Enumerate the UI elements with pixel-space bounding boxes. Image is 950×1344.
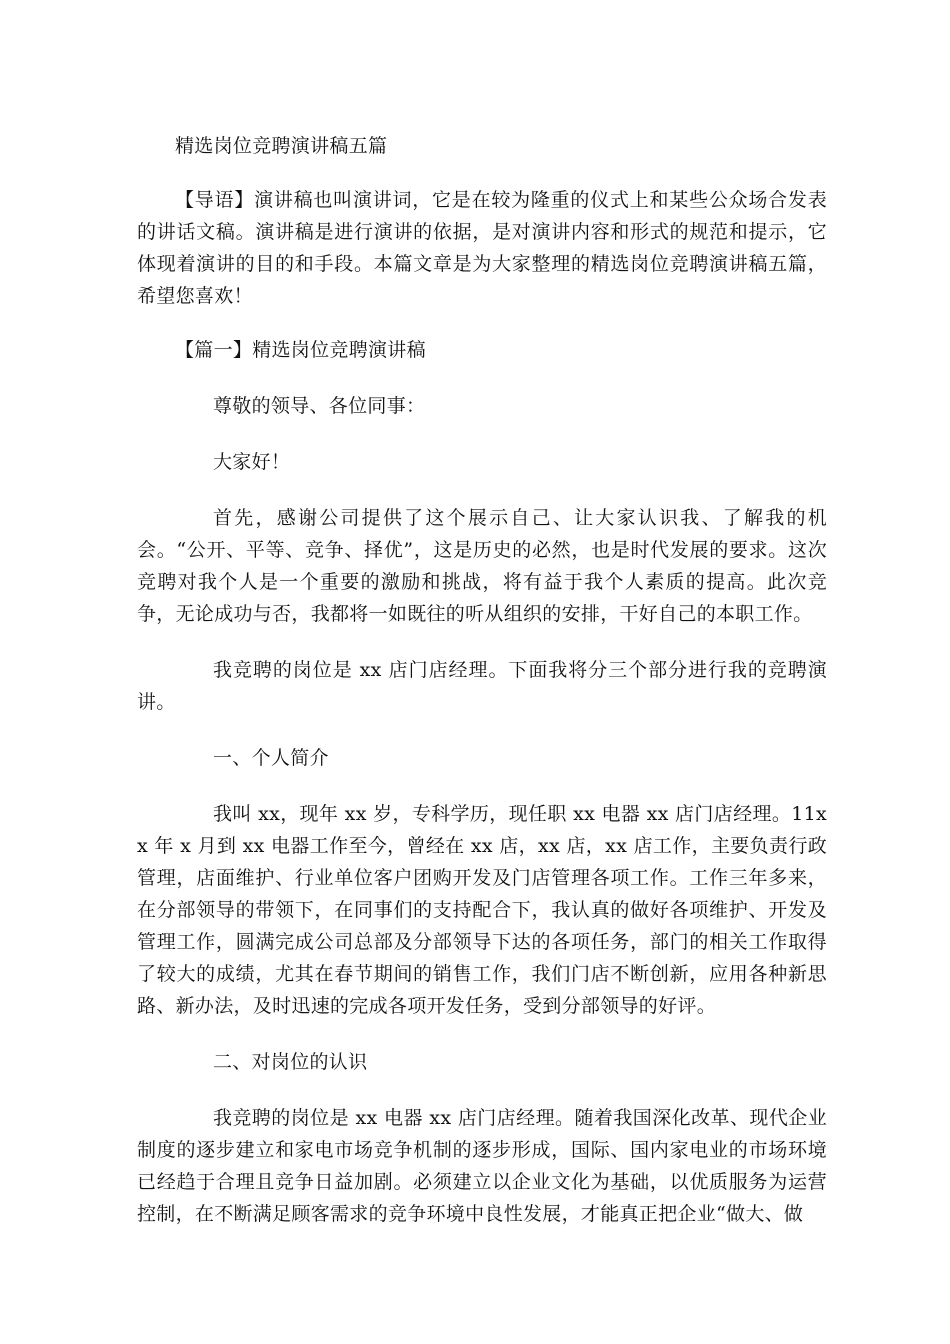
understanding-heading: 二、对岗位的认识	[213, 1051, 368, 1073]
section-heading: 【篇一】精选岗位竞聘演讲稿	[175, 339, 426, 361]
document-title: 精选岗位竞聘演讲稿五篇	[175, 135, 388, 157]
profile-heading: 一、个人简介	[213, 747, 329, 769]
intro-paragraph: 【导语】演讲稿也叫演讲词，它是在较为隆重的仪式上和某些公众场合发表的讲话文稿。演讲稿是进行演讲的依据，是对演讲内容和形式的规范和提示，它体现着演讲的目的和手段。本篇文章是为大家整理的精选岗位竞聘演讲稿五篇，希望您喜欢！	[137, 189, 827, 307]
salutation: 尊敬的领导、各位同事：	[213, 395, 426, 417]
document-body	[137, 130, 827, 1230]
position-paragraph: 我竞聘的岗位是 xx 店门店经理。下面我将分三个部分进行我的竞聘演讲。	[137, 659, 827, 713]
greeting: 大家好！	[213, 451, 291, 473]
profile-paragraph: 我叫 xx，现年 xx 岁，专科学历，现任职 xx 电器 xx 店门店经理。11xx 年 x 月到 xx 电器工作至今，曾经在 xx 店，xx 店，xx 店工作，主要负责行政管理，店面维护、行业单位客户团购开发及门店管理各项工作。工作三年多来，在分部领导的带领下，在同事们的支持配合下，我认真的做好各项维护、开发及管理工作，圆满完成公司总部及分部领导下达的各项任务，部门的相关工作取得了较大的成绩，尤其在春节期间的销售工作，我们门店不断创新，应用各种新思路、新办法，及时迅速的完成各项开发任务，受到分部领导的好评。	[137, 803, 827, 1017]
understanding-paragraph: 我竞聘的岗位是 xx 电器 xx 店门店经理。随着我国深化改革、现代企业制度的逐步建立和家电市场竞争机制的逐步形成，国际、国内家电业的市场环境已经趋于合理且竞争日益加剧。必须建立以企业文化为基础，以优质服务为运营控制，在不断满足顾客需求的竞争环境中良性发展，才能真正把企业“做大、做	[137, 1107, 827, 1225]
opening-paragraph: 首先，感谢公司提供了这个展示自己、让大家认识我、了解我的机会。“公开、平等、竞争、择优”，这是历史的必然，也是时代发展的要求。这次竞聘对我个人是一个重要的激励和挑战，将有益于我个人素质的提高。此次竞争，无论成功与否，我都将一如既往的听从组织的安排，干好自己的本职工作。	[137, 507, 827, 625]
